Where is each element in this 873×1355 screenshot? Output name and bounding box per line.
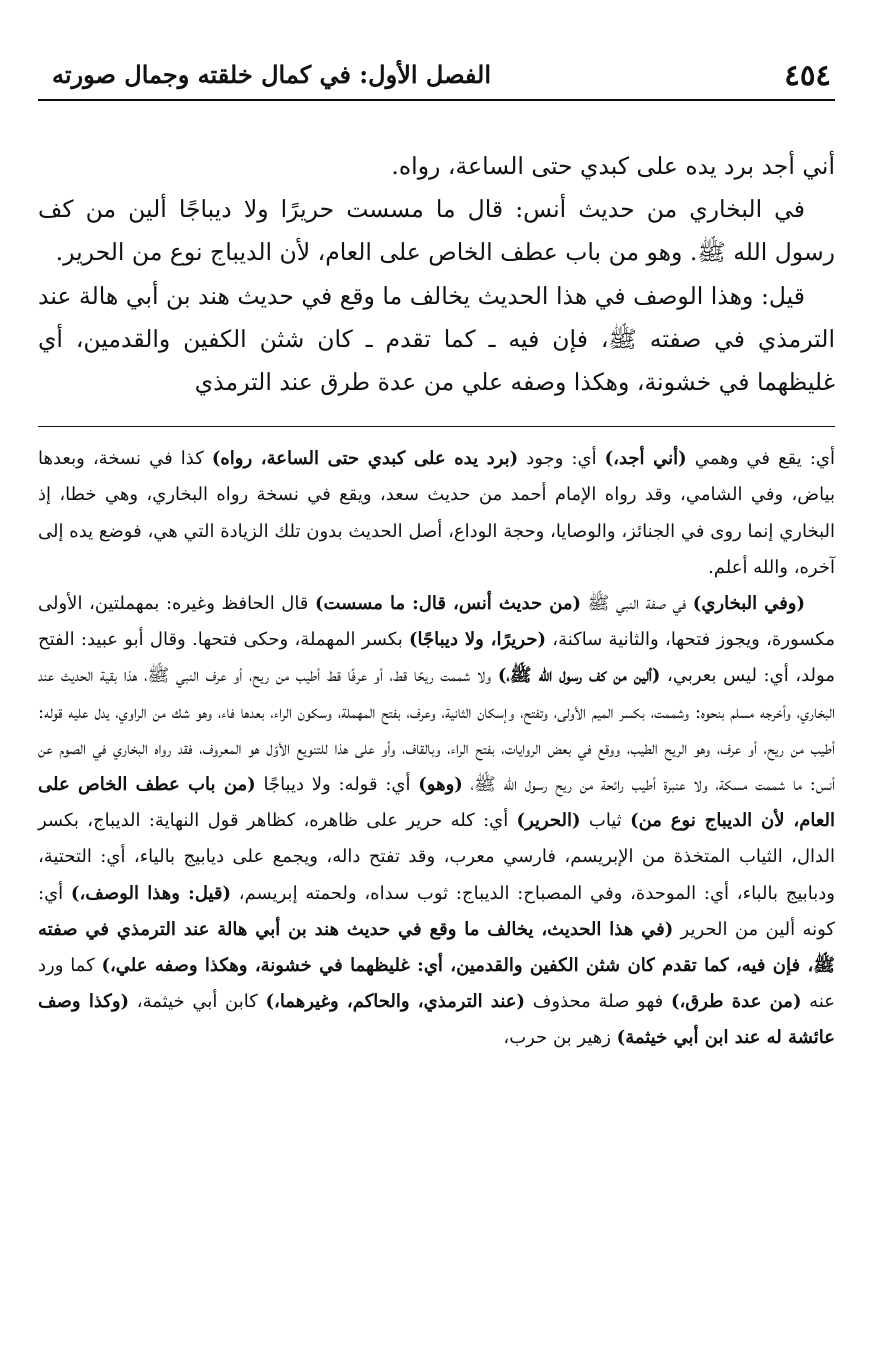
commentary-paragraph	[38, 586, 835, 1057]
main-text	[38, 145, 835, 404]
page-number: ٤٥٤	[784, 58, 831, 92]
commentary-paragraph	[38, 441, 835, 586]
quoted-text: (وكذا وصف عائشة له عند ابن أبي خيثمة)	[38, 991, 835, 1049]
commentary	[38, 441, 835, 1056]
quoted-text: (وهو)	[418, 774, 463, 796]
main-paragraph: قيل: وهذا الوصف في هذا الحديث يخالف ما وقع في حديث هند بن أبي هالة عند الترمذي في صفته ﷺ، فإن فيه ـ كما تقدم ـ كان شثن الكفين والقدمين، أي غليظهما في خشونة، وهكذا وصفه علي من عدة طرق عند الترمذي	[38, 281, 835, 397]
commentary-text: ثياب	[580, 810, 631, 832]
quoted-text: (من حديث أنس، قال: ما مسست)	[314, 593, 582, 615]
commentary-text: أي: كله حرير على ظاهره، كظاهر قول النهاية: الديباج، بكسر الدال، الثياب المتخذة من الإبريسم، فارسي معرب، وقد تفتح داله، ويجمع على ديابيج بالياء، أي: التحتية، ودبابيج بالباء، أي: الموحدة، وفي المصباح: الديباج: ثوب سداه، ولحمته إبريسم،	[38, 810, 835, 904]
chapter-title: الفصل الأول: في كمال خلقته وجمال صورته	[52, 60, 492, 89]
commentary-text: أي: وجود	[518, 448, 605, 470]
commentary-text: كذا في نسخة، وبعدها بياض، وفي الشامي، وقد رواه الإمام أحمد من حديث سعد، ويقع في نسخة رواه البخاري، وهي خطا، إذ البخاري إنما روى في الجنائز، والوصايا، وحجة الوداع، أصل الحديث بدون تلك الزيادة التي هي، فوضع يده إلى آخره، والله أعلم.	[38, 448, 835, 578]
book-page	[38, 55, 835, 1057]
main-paragraph: أني أجد برد يده على كبدي حتى الساعة، رواه.	[391, 152, 835, 180]
quoted-text: (قيل: وهذا الوصف،)	[70, 882, 232, 904]
quoted-text: (الحرير)	[516, 810, 581, 832]
footnote-separator	[38, 426, 835, 427]
commentary-text: أي: كونه ألين من الحرير	[38, 882, 835, 940]
commentary-text: في صفة النبي ﷺ	[581, 593, 693, 615]
commentary-text: أي: يقع في وهمي	[686, 448, 835, 470]
quoted-text: (عند الترمذي، والحاكم، وغيرهما،)	[265, 991, 526, 1013]
main-paragraph: في البخاري من حديث أنس: قال ما مسست حريرًا ولا ديباجًا ألين من كف رسول الله ﷺ. وهو من باب عطف الخاص على العام، لأن الديباج نوع من الحرير.	[38, 195, 835, 267]
commentary-text: كابن أبي خيثمة،	[129, 991, 266, 1013]
quoted-text: (في هذا الحديث، يخالف ما وقع في حديث هند بن أبي هالة عند الترمذي في صفته ﷺ، فإن فيه، كما تقدم كان شثن الكفين والقدمين، أي: غليظهما في خشونة، وهكذا وصفه علي،)	[38, 918, 835, 977]
commentary-text: قال الحافظ وغيره: بمهملتين، الأولى مكسورة، ويجوز فتحها، والثانية ساكنة،	[38, 593, 835, 651]
commentary-text: زهير بن حرب،	[503, 1027, 617, 1049]
commentary-text: كما ورد عنه	[38, 955, 835, 1013]
quoted-text: (برد يده على كبدي حتى الساعة، رواه)	[211, 448, 519, 470]
quoted-text: (من عدة طرق،)	[670, 991, 802, 1013]
commentary-text: بكسر المهملة، وحكى فتحها. وقال أبو عبيد: الفتح مولد، أي: ليس بعربي،	[38, 629, 835, 687]
quoted-text: (وفي البخاري)	[692, 593, 806, 615]
running-header	[38, 55, 835, 101]
commentary-text: أي: قوله: ولا ديباجًا	[255, 774, 419, 796]
commentary-text: ولا شممت ريحًا قط، أو عرفًا قط أطيب من ريح، أو عرف النبي ﷺ، هذا بقية الحديث عند البخاري، وأخرجه مسلم بنحوه: وشممت، بكسر الميم الأولى، وتفتح، وإسكان الثانية، وعرف، بفتح المهملة، وسكون الراء، بعدها فاء، وهو شك من الراوي، يدل عليه قوله: أطيب من ريح، أو عرف، وهو الريح الطيب، ووقع في بعض الروايات، بفتح الراء، وبالقاف، وأو على هذا للتنويع الأوّل هو المعروف، فقد رواه البخاري في الصوم عن أنس: ما شممت مسكة، ولا عنبرة أطيب رائحة من ريح رسول الله ﷺ،	[38, 665, 835, 796]
commentary-text: فهو صلة محذوف	[525, 991, 671, 1013]
quoted-text: (حريرًا، ولا ديباجًا)	[408, 629, 546, 651]
quoted-text: (ألين من كف رسول الله ﷺ،)	[497, 665, 661, 687]
quoted-text: (من باب عطف الخاص على العام، لأن الديباج نوع من)	[38, 774, 835, 832]
quoted-text: (أني أجد،)	[604, 448, 687, 470]
